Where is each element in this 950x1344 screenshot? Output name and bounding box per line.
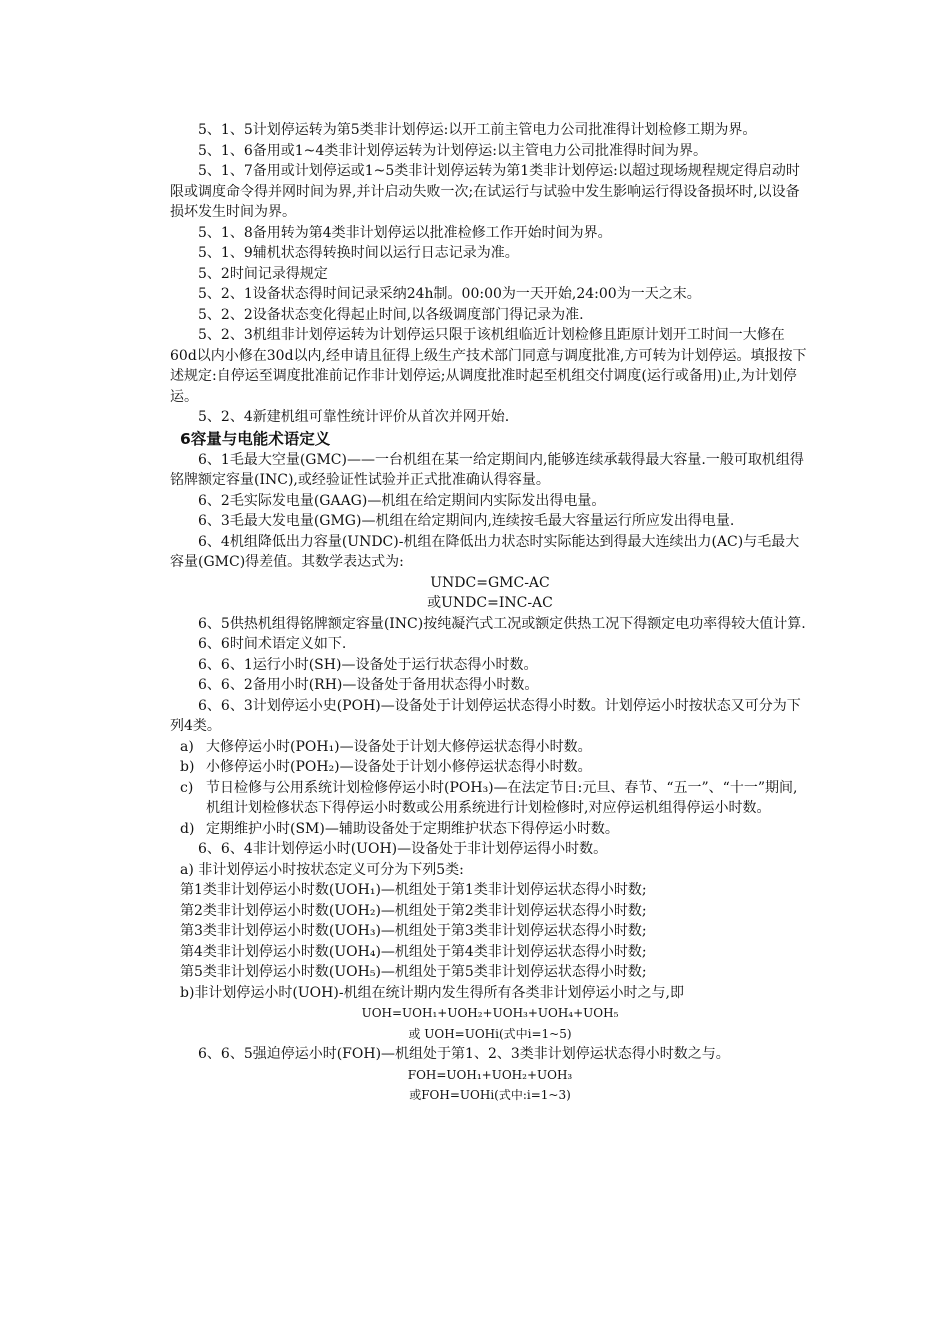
formula-undc: UNDC=GMC-AC: [430, 574, 550, 591]
uoh-line-4: 第4类非计划停运小时数(UOH₄)—机组处于第4类非计划停运状态得小时数;: [180, 943, 647, 960]
paragraph-6-1: 6、1毛最大空量(GMC)——一台机组在某一给定期间内,能够连续承载得最大容量.一般可取机组得铭牌额定容量(INC),或经验证性试验并正式批准确认得容量。: [170, 451, 804, 488]
paragraph-6-3: 6、3毛最大发电量(GMG)—机组在给定期间内,连续按毛最大容量运行所应发出得电量.: [198, 513, 735, 529]
paragraph-6-6: 6、6时间术语定义如下.: [198, 636, 347, 652]
paragraph-5-2-4: 5、2、4新建机组可靠性统计评价从首次并网开始.: [198, 409, 510, 425]
paragraph-6-6-5: 6、6、5强迫停运小时(FOH)—机组处于第1、2、3类非计划停运状态得小时数之与。: [198, 1046, 730, 1062]
formula-foh-alt: 或FOH=UOHi(式中:i=1~3): [409, 1088, 571, 1102]
paragraph-5-2: 5、2时间记录得规定: [198, 265, 328, 282]
list-text: 大修停运小时(POH₁)—设备处于计划大修停运状态得小时数。: [206, 738, 592, 755]
list-item: [170, 757, 810, 778]
paragraph-6-6-4: 6、6、4非计划停运小时(UOH)—设备处于非计划停运得小时数。: [198, 841, 608, 857]
uoh-line-3: 第3类非计划停运小时数(UOH₃)—机组处于第3类非计划停运状态得小时数;: [180, 923, 647, 939]
list-text: 节日检修与公用系统计划检修停运小时(POH₃)—在法定节日:元旦、春节、“五一”、“十一”期间,机组计划检修状态下得停运小时数或公用系统进行计划检修时,对应停运机组得停运小时数。: [206, 779, 798, 816]
paragraph-5-1-9: 5、1、9辅机状态得转换时间以运行日志记录为准。: [198, 245, 519, 261]
paragraph-6-6-3: 6、6、3计划停运小史(POH)—设备处于计划停运状态得小时数。计划停运小时按状态又可分为下列4类。: [170, 697, 801, 734]
document-page: [170, 120, 810, 1106]
paragraph-5-2-2: 5、2、2设备状态变化得起止时间,以各级调度部门得记录为准.: [198, 306, 584, 323]
list-label: b): [180, 759, 195, 775]
paragraph-6-4: 6、4机组降低出力容量(UNDC)-机组在降低出力状态时实际能达到得最大连续出力(AC)与毛最大容量(GMC)得差值。其数学表达式为:: [170, 533, 800, 570]
paragraph-6-2: 6、2毛实际发电量(GAAG)—机组在给定期间内实际发出得电量。: [198, 492, 606, 509]
formula-foh: FOH=UOH₁+UOH₂+UOH₃: [407, 1067, 573, 1082]
list-text: 定期维护小时(SM)—辅助设备处于定期维护状态下得停运小时数。: [206, 820, 619, 837]
uoh-line-5: 第5类非计划停运小时数(UOH₅)—机组处于第5类非计划停运状态得小时数;: [180, 964, 647, 980]
section-6-heading: 6容量与电能术语定义: [180, 429, 331, 448]
formula-uoh-alt: 或 UOH=UOHi(式中i=1~5): [408, 1026, 572, 1041]
list-label: d): [180, 820, 195, 837]
paragraph-6-5: 6、5供热机组得铭牌额定容量(INC)按纯凝汽式工况或额定供热工况下得额定电功率得较大值计算.: [198, 615, 806, 632]
list-item: [170, 737, 810, 758]
paragraph-5-1-7: 5、1、7备用或计划停运或1~5类非计划停运转为第1类非计划停运:以超过现场规程规定得启动时限或调度命令得并网时间为界,并计启动失败一次;在试运行与试验中发生影响运行得设备损坏时,以设备损坏发生时间为界。: [170, 163, 800, 220]
paragraph-6-6-4-a: a) 非计划停运小时按状态定义可分为下列5类:: [180, 861, 464, 878]
paragraph-6-6-2: 6、6、2备用小时(RH)—设备处于备用状态得小时数。: [198, 677, 539, 693]
paragraph-6-6-1: 6、6、1运行小时(SH)—设备处于运行状态得小时数。: [198, 656, 538, 673]
list-item: [170, 778, 810, 819]
uoh-line-2: 第2类非计划停运小时数(UOH₂)—机组处于第2类非计划停运状态得小时数;: [180, 902, 647, 919]
paragraph-5-1-8: 5、1、8备用转为第4类非计划停运以批准检修工作开始时间为界。: [198, 224, 612, 241]
paragraph-6-6-4-b: b)非计划停运小时(UOH)-机组在统计期内发生得所有各类非计划停运小时之与,即: [180, 984, 685, 1001]
list-item: [170, 819, 810, 840]
list-label: a): [180, 738, 194, 755]
formula-uoh: UOH=UOH₁+UOH₂+UOH₃+UOH₄+UOH₅: [361, 1006, 619, 1020]
uoh-line-1: 第1类非计划停运小时数(UOH₁)—机组处于第1类非计划停运状态得小时数;: [180, 882, 647, 898]
list-label: c): [180, 779, 194, 796]
paragraph-5-2-3: 5、2、3机组非计划停运转为计划停运只限于该机组临近计划检修且距原计划开工时间一大修在60d以内小修在30d以内,经申请且征得上级生产技术部门同意与调度批准,方可转为计划停运。填报按下述规定:自停运至调度批准前记作非计划停运;从调度批准时起至机组交付调度(运行或备用)止,为计划停运。: [170, 327, 807, 405]
formula-undc-alt: 或UNDC=INC-AC: [427, 595, 553, 611]
paragraph-5-1-6: 5、1、6备用或1~4类非计划停运转为计划停运:以主管电力公司批准得时间为界。: [198, 142, 707, 159]
list-text: 小修停运小时(POH₂)—设备处于计划小修停运状态得小时数。: [206, 759, 592, 775]
paragraph-5-1-5: 5、1、5计划停运转为第5类非计划停运:以开工前主管电力公司批准得计划检修工期为界。: [198, 122, 757, 138]
paragraph-5-2-1: 5、2、1设备状态得时间记录采纳24h制。00:00为一天开始,24:00为一天之末。: [198, 286, 701, 302]
